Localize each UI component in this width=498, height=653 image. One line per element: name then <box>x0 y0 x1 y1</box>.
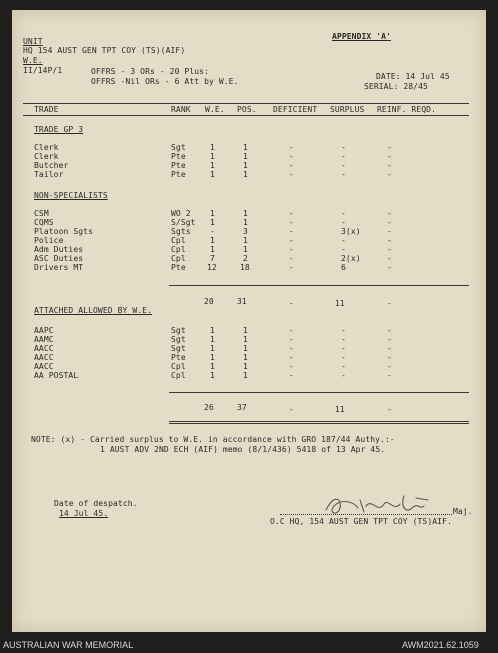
cell-pos: 1 <box>243 353 248 362</box>
cell-rank: Sgt <box>171 326 186 335</box>
col-rank: RANK <box>171 105 191 114</box>
cell-surplus: - <box>341 353 346 362</box>
cell-reinf: - <box>387 344 392 353</box>
document-page <box>12 10 486 632</box>
archive-footer <box>0 638 498 653</box>
cell-reinf: - <box>387 326 392 335</box>
cell-surplus: - <box>341 161 346 170</box>
cell-reinf: - <box>387 371 392 380</box>
cell-reinf: - <box>387 143 392 152</box>
total-top-rule <box>169 392 469 393</box>
cell-trade: CSM <box>34 209 49 218</box>
archive-accession-number: AWM2021.62.1059 <box>402 640 479 650</box>
col-reinf-reqd: REINF. REQD. <box>377 105 436 114</box>
cell-trade: Drivers MT <box>34 263 84 272</box>
cell-reinf: - <box>387 218 392 227</box>
signatory-rank: Maj. <box>453 507 473 516</box>
cell-deficient: - <box>289 143 294 152</box>
cell-trade: Butcher <box>34 161 69 170</box>
cell-surplus: - <box>341 236 346 245</box>
cell-deficient: - <box>289 335 294 344</box>
cell-surplus: - <box>341 218 346 227</box>
cell-trade: AACC <box>34 362 54 371</box>
cell-trade: Clerk <box>34 143 59 152</box>
we-reference: II/14P/1 <box>23 66 63 75</box>
document-date: DATE: 14 Jul 45 <box>376 72 450 81</box>
cell-surplus: - <box>341 245 346 254</box>
cell-reinf: - <box>387 236 392 245</box>
cell-we: 1 <box>210 152 215 161</box>
subtotal-surplus: 11 <box>335 299 345 308</box>
cell-we: 1 <box>210 353 215 362</box>
cell-deficient: - <box>289 263 294 272</box>
despatch-date: 14 Jul 45. <box>59 509 109 518</box>
cell-we: 1 <box>210 161 215 170</box>
cell-trade: CQMS <box>34 218 54 227</box>
cell-rank: Cpl <box>171 245 186 254</box>
cell-trade: Tailor <box>34 170 64 179</box>
cell-rank: Cpl <box>171 236 186 245</box>
cell-reinf: - <box>387 170 392 179</box>
cell-rank: Cpl <box>171 362 186 371</box>
subtotal-rule <box>169 285 469 286</box>
cell-we: 1 <box>210 245 215 254</box>
cell-deficient: - <box>289 170 294 179</box>
cell-pos: 2 <box>243 254 248 263</box>
document-serial: SERIAL: 28/45 <box>364 82 428 91</box>
cell-deficient: - <box>289 353 294 362</box>
cell-reinf: - <box>387 263 392 272</box>
cell-surplus: 2(x) <box>341 254 361 263</box>
cell-deficient: - <box>289 161 294 170</box>
we-label: W.E. <box>23 56 43 65</box>
cell-we: 1 <box>210 344 215 353</box>
cell-trade: Adm Duties <box>34 245 84 254</box>
cell-pos: 3 <box>243 227 248 236</box>
cell-rank: Cpl <box>171 371 186 380</box>
cell-reinf: - <box>387 152 392 161</box>
appendix-label: APPENDIX 'A' <box>332 32 391 41</box>
signature-line <box>280 514 452 515</box>
cell-pos: 1 <box>243 218 248 227</box>
cell-pos: 1 <box>243 152 248 161</box>
cell-surplus: - <box>341 143 346 152</box>
col-pos: POS. <box>237 105 257 114</box>
total-surplus: 11 <box>335 405 345 414</box>
archive-name: AUSTRALIAN WAR MEMORIAL <box>3 640 134 650</box>
cell-rank: S/Sgt <box>171 218 196 227</box>
cell-reinf: - <box>387 254 392 263</box>
despatch-label: Date of despatch. <box>54 499 138 508</box>
col-deficient: DEFICIENT <box>273 105 318 114</box>
cell-surplus: 3(x) <box>341 227 361 236</box>
cell-surplus: - <box>341 335 346 344</box>
cell-reinf: - <box>387 161 392 170</box>
cell-pos: 1 <box>243 371 248 380</box>
total-deficient: - <box>289 405 294 414</box>
section-title-non-specialists: NON-SPECIALISTS <box>34 191 108 200</box>
col-surplus: SURPLUS <box>330 105 365 114</box>
cell-deficient: - <box>289 218 294 227</box>
cell-reinf: - <box>387 362 392 371</box>
handwritten-signature <box>320 490 440 520</box>
cell-pos: 1 <box>243 326 248 335</box>
section-title-trade-gp-3: TRADE GP 3 <box>34 125 84 134</box>
cell-trade: Platoon Sgts <box>34 227 93 236</box>
cell-trade: AACC <box>34 344 54 353</box>
cell-trade: AA POSTAL <box>34 371 79 380</box>
cell-pos: 1 <box>243 170 248 179</box>
total-we: 26 <box>204 403 214 412</box>
cell-rank: Sgt <box>171 143 186 152</box>
cell-reinf: - <box>387 245 392 254</box>
cell-deficient: - <box>289 254 294 263</box>
subtotal-we: 20 <box>204 297 214 306</box>
header-bottom-rule <box>23 115 469 116</box>
cell-trade: ASC Duties <box>34 254 84 263</box>
cell-deficient: - <box>289 344 294 353</box>
cell-trade: Clerk <box>34 152 59 161</box>
cell-rank: Pte <box>171 353 186 362</box>
cell-surplus: - <box>341 152 346 161</box>
cell-trade: AAPC <box>34 326 54 335</box>
cell-we: 1 <box>210 326 215 335</box>
cell-rank: Sgts <box>171 227 191 236</box>
cell-pos: 1 <box>243 245 248 254</box>
cell-rank: Sgt <box>171 335 186 344</box>
cell-reinf: - <box>387 227 392 236</box>
cell-pos: 18 <box>240 263 250 272</box>
cell-reinf: - <box>387 353 392 362</box>
cell-surplus: - <box>341 371 346 380</box>
cell-rank: Pte <box>171 170 186 179</box>
cell-surplus: - <box>341 344 346 353</box>
cell-pos: 1 <box>243 209 248 218</box>
total-pos: 37 <box>237 403 247 412</box>
cell-surplus: - <box>341 170 346 179</box>
cell-reinf: - <box>387 335 392 344</box>
cell-we: 1 <box>210 371 215 380</box>
cell-we: 12 <box>207 263 217 272</box>
section-title-attached: ATTACHED ALLOWED BY W.E. <box>34 306 152 315</box>
cell-deficient: - <box>289 152 294 161</box>
cell-rank: Cpl <box>171 254 186 263</box>
cell-deficient: - <box>289 362 294 371</box>
total-bottom-rule-2 <box>169 423 469 424</box>
cell-we: 1 <box>210 362 215 371</box>
cell-pos: 1 <box>243 143 248 152</box>
cell-deficient: - <box>289 326 294 335</box>
cell-we: 7 <box>210 254 215 263</box>
cell-we: 1 <box>210 335 215 344</box>
cell-we: 1 <box>210 218 215 227</box>
cell-trade: AACC <box>34 353 54 362</box>
subtotal-pos: 31 <box>237 297 247 306</box>
note-line-1: NOTE: (x) - Carried surplus to W.E. in accordance with GRO 187/44 Authy.:- <box>31 435 395 444</box>
cell-deficient: - <box>289 245 294 254</box>
cell-pos: 1 <box>243 362 248 371</box>
cell-we: - <box>210 227 215 236</box>
cell-we: 1 <box>210 143 215 152</box>
cell-deficient: - <box>289 236 294 245</box>
cell-rank: Sgt <box>171 344 186 353</box>
cell-rank: Pte <box>171 263 186 272</box>
cell-trade: AAMC <box>34 335 54 344</box>
cell-surplus: - <box>341 362 346 371</box>
cell-pos: 1 <box>243 335 248 344</box>
cell-deficient: - <box>289 227 294 236</box>
note-line-2: 1 AUST ADV 2ND ECH (AIF) memo (8/1/436) 5418 of 13 Apr 45. <box>100 445 386 454</box>
cell-reinf: - <box>387 209 392 218</box>
subtotal-deficient: - <box>289 299 294 308</box>
unit-name: HQ 154 AUST GEN TPT COY (TS)(AIF) <box>23 46 186 55</box>
cell-surplus: 6 <box>341 263 346 272</box>
subtotal-reinf: - <box>387 299 392 308</box>
col-we: W.E. <box>205 105 225 114</box>
cell-surplus: - <box>341 209 346 218</box>
cell-pos: 1 <box>243 236 248 245</box>
cell-pos: 1 <box>243 161 248 170</box>
cell-pos: 1 <box>243 344 248 353</box>
cell-we: 1 <box>210 170 215 179</box>
cell-surplus: - <box>341 326 346 335</box>
header-top-rule <box>23 103 469 104</box>
cell-we: 1 <box>210 209 215 218</box>
cell-rank: Pte <box>171 152 186 161</box>
cell-rank: WO 2 <box>171 209 191 218</box>
unit-label: UNIT <box>23 37 43 46</box>
total-bottom-rule-1 <box>169 421 469 422</box>
cell-we: 1 <box>210 236 215 245</box>
cell-trade: Police <box>34 236 64 245</box>
col-trade: TRADE <box>34 105 59 114</box>
officers-line-2: OFFRS -Nil ORs - 6 Att by W.E. <box>91 77 239 86</box>
officers-line-1: OFFRS - 3 ORs - 20 Plus: <box>91 67 209 76</box>
cell-deficient: - <box>289 209 294 218</box>
cell-rank: Pte <box>171 161 186 170</box>
signature-block: O.C HQ, 154 AUST GEN TPT COY (TS)AIF. <box>270 517 452 526</box>
total-reinf: - <box>387 405 392 414</box>
cell-deficient: - <box>289 371 294 380</box>
